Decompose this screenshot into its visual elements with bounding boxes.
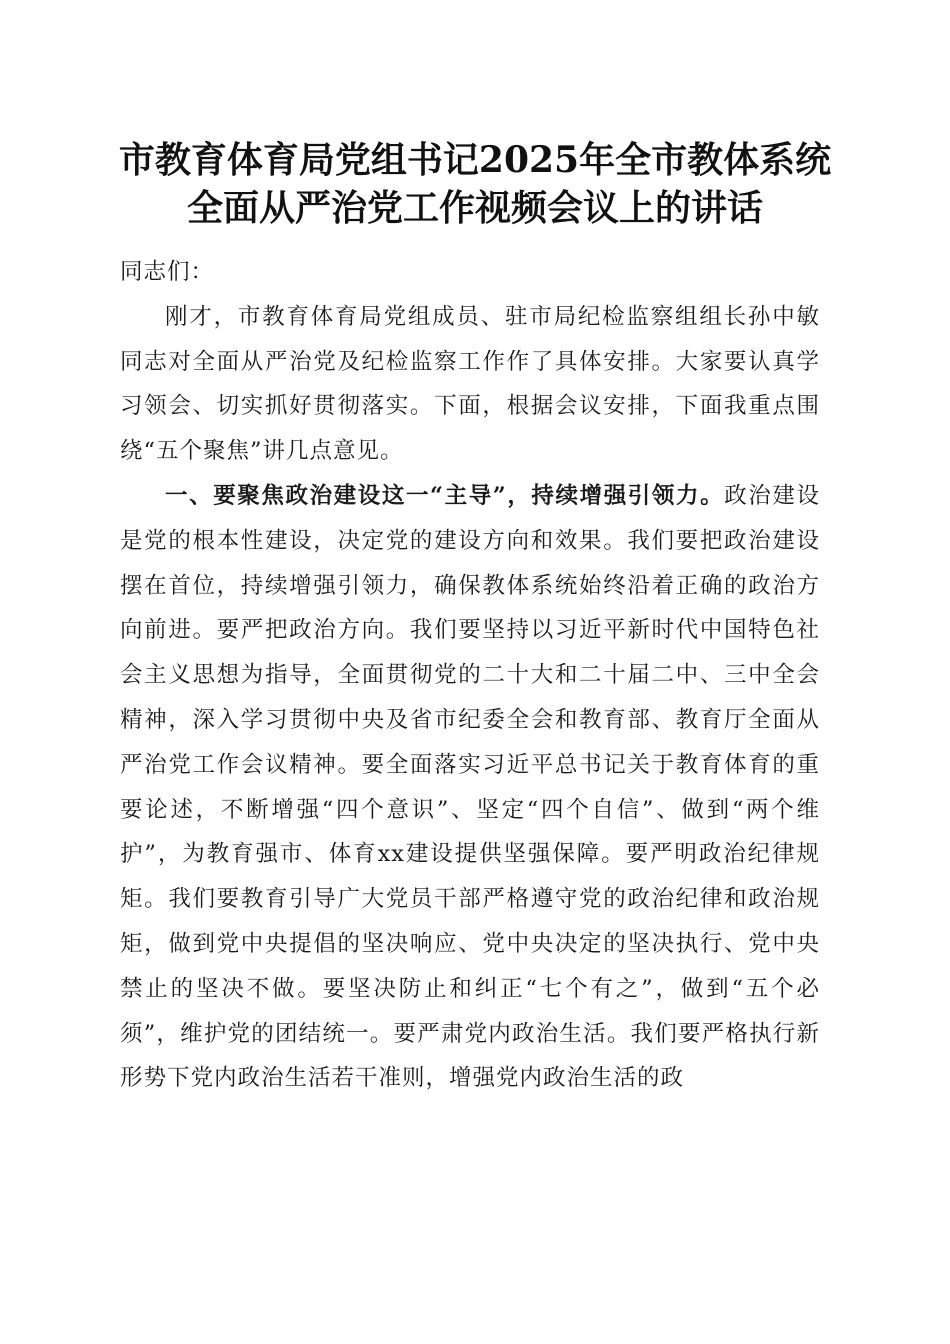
paragraph-section-1 [120,474,820,1101]
paragraph-intro: 刚才，市教育体育局党组成员、驻市局纪检监察组组长孙中敏同志对全面从严治党及纪检监察工作作了具体安排。大家要认真学习领会、切实抓好贯彻落实。下面，根据会议安排，下面我重点围绕“五个聚焦”讲几点意见。 [120,303,820,465]
section-1-body: 政治建设是党的根本性建设，决定党的建设方向和效果。我们要把政治建设摆在首位，持续增强引领力，确保教体系统始终沿着正确的政治方向前进。要严把政治方向。我们要坚持以习近平新时代中国特色社会主义思想为指导，全面贯彻党的二十大和二十届二中、三中全会精神，深入学习贯彻中央及省市纪委全会和教育部、教育厅全面从严治党工作会议精神。要全面落实习近平总书记关于教育体育的重要论述，不断增强“四个意识”、坚定“四个自信”、做到“两个维护”，为教育强市、体育xx建设提供坚强保障。要严明政治纪律规矩。我们要教育引导广大党员干部严格遵守党的政治纪律和政治规矩，做到党中央提倡的坚决响应、党中央决定的坚决执行、党中央禁止的坚决不做。要坚决防止和纠正“七个有之”，做到“五个必须”，维护党的团结统一。要严肃党内政治生活。我们要严格执行新形势下党内政治生活若干准则，增强党内政治生活的政 [120,482,820,1092]
document-body [120,250,820,1101]
document-title [90,136,860,232]
salutation: 同志们： [120,259,215,285]
title-line-1: 市教育体育局党组书记2025年全市教体系统 [118,139,832,181]
section-1-heading: 一、要聚焦政治建设这一“主导”，持续增强引领力。 [165,482,725,509]
title-line-2: 全面从严治党工作视频会议上的讲话 [186,187,763,229]
